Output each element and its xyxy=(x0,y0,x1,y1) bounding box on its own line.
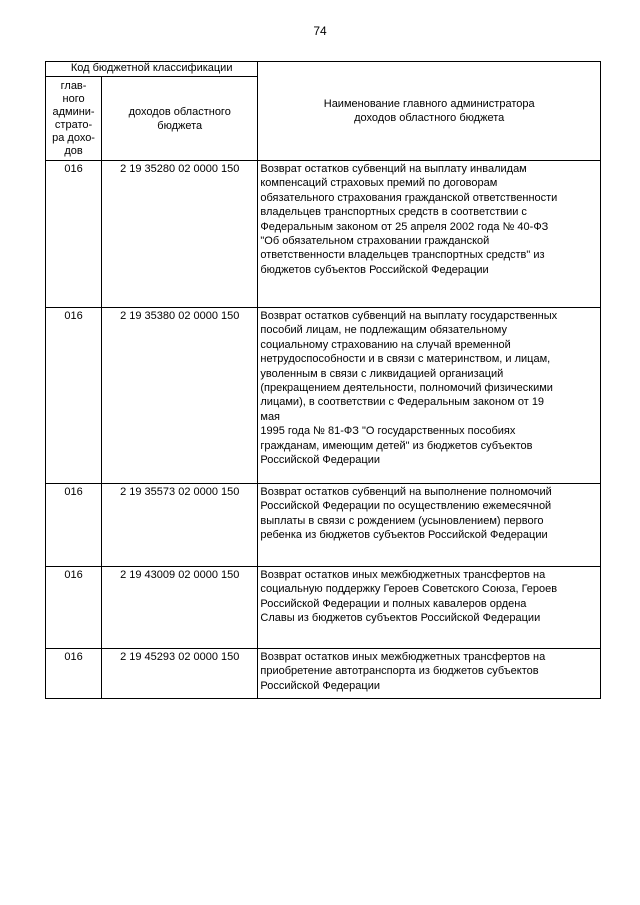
name-line: Славы из бюджетов субъектов Российской Федерации xyxy=(260,612,541,625)
name-line: уволенным в связи с ликвидацией организаций xyxy=(260,367,504,380)
name-line: Российской Федерации xyxy=(260,679,380,692)
header-row-top xyxy=(46,62,601,77)
name-line: владельцев транспортных средств в соответствии с xyxy=(260,206,527,219)
header-main-administrator xyxy=(46,77,102,161)
header-budget-classification-code: Код бюджетной классификации xyxy=(46,62,258,77)
header-admin-line: ного xyxy=(62,93,85,105)
name-line: пособий лицам, не подлежащим обязательному xyxy=(260,324,507,337)
name-line: социальную поддержку Героев Советского Союза, Героев xyxy=(260,583,558,596)
budget-classification-table xyxy=(45,61,601,699)
table-row xyxy=(46,308,601,484)
revenue-code-cell: 2 19 35573 02 0000 150 xyxy=(102,484,258,567)
name-line: выплаты в связи с рождением (усыновлением) первого xyxy=(260,514,544,527)
revenue-code-cell: 2 19 45293 02 0000 150 xyxy=(102,649,258,699)
header-revenue-code xyxy=(102,77,258,161)
header-admin-line: дов xyxy=(64,145,83,157)
header-admin-line: админи- xyxy=(52,106,95,118)
header-name-line: Наименование главного администратора xyxy=(323,98,535,110)
name-line: Возврат остатков субвенций на выплату государственных xyxy=(260,310,558,322)
revenue-code-cell: 2 19 35380 02 0000 150 xyxy=(102,308,258,484)
admin-code-cell: 016 xyxy=(46,649,102,699)
name-line: Российской Федерации xyxy=(260,454,380,467)
name-line: лицами), в соответствии с Федеральным законом от 19 xyxy=(260,396,545,409)
name-line: ответственности владельцев транспортных средств" из xyxy=(260,249,545,262)
header-code-line: бюджета xyxy=(157,119,203,132)
header-admin-line: ра дохо- xyxy=(52,132,95,144)
name-line: ребенка из бюджетов субъектов Российской Федерации xyxy=(260,529,548,542)
admin-code-cell: 016 xyxy=(46,308,102,484)
name-line: обязательного страхования гражданской ответственности xyxy=(260,191,558,204)
name-line: 1995 года № 81-ФЗ "О государственных пособиях xyxy=(260,425,516,438)
name-line: компенсаций страховых премий по договорам xyxy=(260,177,498,190)
name-line: социальному страхованию на случай временной xyxy=(260,338,511,351)
name-line: Возврат остатков субвенций на выполнение полномочий xyxy=(260,486,552,498)
administrator-name-cell xyxy=(258,161,601,308)
name-line: Возврат остатков иных межбюджетных трансфертов на xyxy=(260,651,546,663)
page-number: 74 xyxy=(313,24,327,38)
admin-code-cell: 016 xyxy=(46,484,102,567)
revenue-code-cell: 2 19 43009 02 0000 150 xyxy=(102,567,258,649)
name-line: бюджетов субъектов Российской Федерации xyxy=(260,263,489,276)
administrator-name-cell xyxy=(258,308,601,484)
table-row xyxy=(46,649,601,699)
admin-code-cell: 016 xyxy=(46,161,102,308)
name-line: Российской Федерации по осуществлению ежемесячной xyxy=(260,500,552,513)
revenue-code-cell: 2 19 35280 02 0000 150 xyxy=(102,161,258,308)
name-line: Федеральным законом от 25 апреля 2002 года № 40-ФЗ xyxy=(260,220,549,233)
table-row xyxy=(46,484,601,567)
name-line: мая xyxy=(260,410,281,423)
name-line: Российской Федерации и полных кавалеров ордена xyxy=(260,597,527,610)
header-admin-line: глав- xyxy=(60,80,87,92)
name-line: гражданам, имеющим детей" из бюджетов субъектов xyxy=(260,439,533,452)
administrator-name-cell xyxy=(258,567,601,649)
header-name-line: доходов областного бюджета xyxy=(354,112,505,124)
administrator-name-cell xyxy=(258,649,601,699)
name-line: приобретение автотранспорта из бюджетов субъектов xyxy=(260,665,539,678)
name-line: нетрудоспособности и в связи с материнством, и лицам, xyxy=(260,353,551,366)
table-row xyxy=(46,161,601,308)
admin-code-cell: 016 xyxy=(46,567,102,649)
table-row xyxy=(46,567,601,649)
header-admin-line: страто- xyxy=(54,119,93,131)
header-administrator-name xyxy=(258,62,601,161)
administrator-name-cell xyxy=(258,484,601,567)
name-line: "Об обязательном страховании гражданской xyxy=(260,235,490,248)
header-code-line: доходов областного xyxy=(128,105,231,118)
name-line: Возврат остатков субвенций на выплату инвалидам xyxy=(260,163,527,175)
name-line: (прекращением деятельности, полномочий физическими xyxy=(260,382,553,395)
name-line: Возврат остатков иных межбюджетных трансфертов на xyxy=(260,569,546,581)
